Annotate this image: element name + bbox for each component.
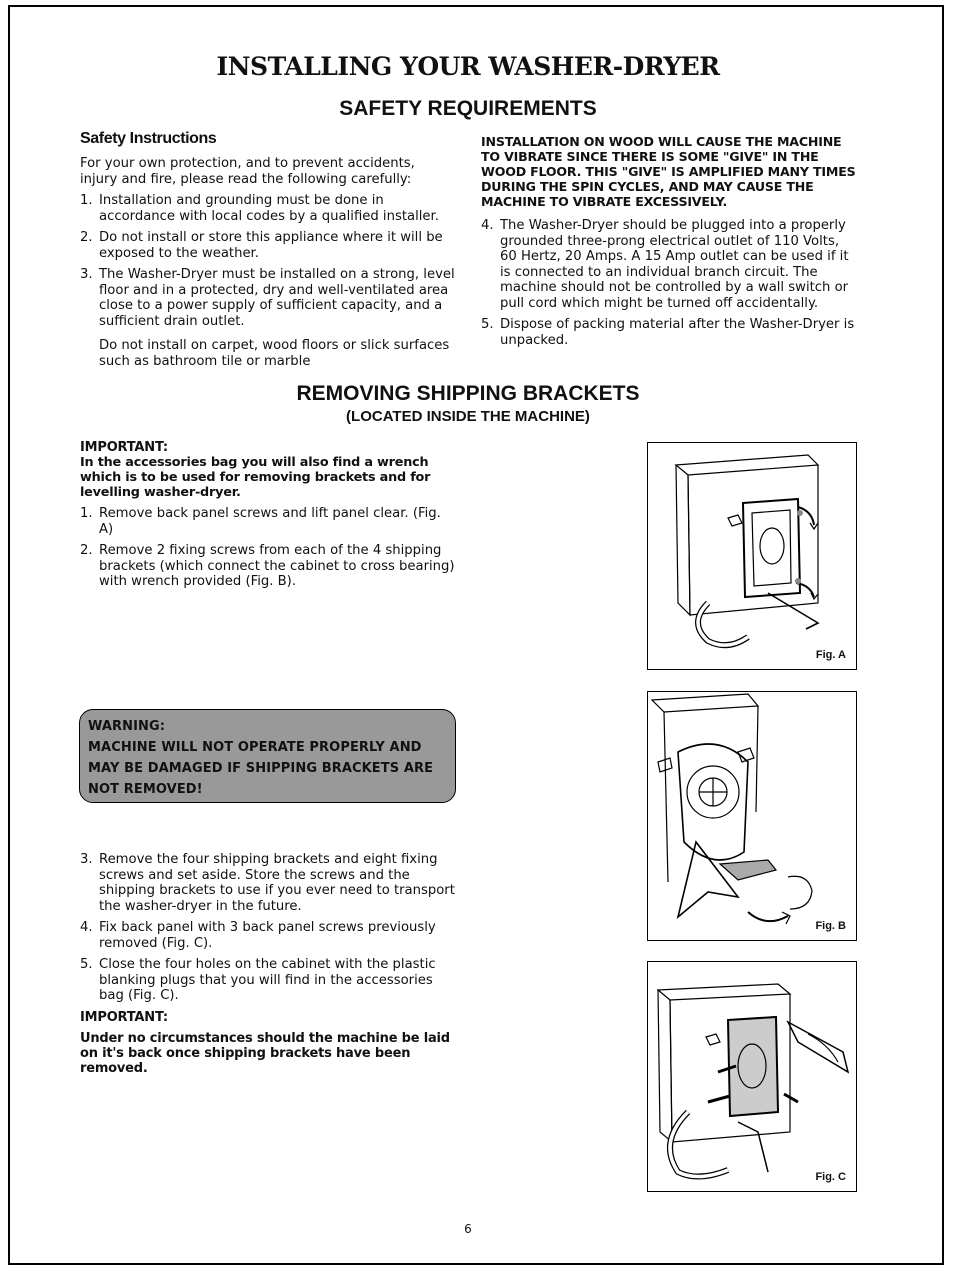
warning-line-3: NOT REMOVED! (88, 782, 203, 797)
figure-b-label: Fig. B (815, 920, 846, 932)
list-item: 4. The Washer-Dryer should be plugged into a properly grounded three-prong electrical outlet of 110 Volts, 60 Hertz, 20 Amps. A 15 Amp outlet can be used if it is connected to an individual branch circuit. The machine should not be controlled by a wall switch or pull cord which might be turned off accidentally. (481, 218, 849, 311)
back-panel-refit-illustration-icon (648, 962, 855, 1190)
page-number: 6 (464, 1222, 472, 1236)
list-item: 3. Remove the four shipping brackets and eight fixing screws and set aside. Store the screws and the shipping brackets to use if you ever need to transport the washer-dryer in the future. (80, 852, 455, 914)
list-item: 3. The Washer-Dryer must be installed on a strong, level floor and in a protected, dry and well-ventilated area close to a power supply of sufficient capacity, and a sufficient drain outlet. Do not install on carpet, wood floors or slick surfaces such as bathroom tile or marble (80, 267, 455, 369)
shipping-bracket-removal-illustration-icon (648, 692, 855, 939)
safety-list (80, 193, 456, 369)
safety-heading: SAFETY REQUIREMENTS (339, 97, 597, 120)
important-text: In the accessories bag you will also find a wrench which is to be used for removing brackets and for levelling washer-dryer. (80, 455, 431, 500)
list-item: 1. Remove back panel screws and lift panel clear. (Fig. A) (80, 506, 441, 537)
important2-text: Under no circumstances should the machine be laid on it's back once shipping brackets have been removed. (80, 1030, 450, 1076)
list-item: 5. Close the four holes on the cabinet with the plastic blanking plugs that you will find in the accessories bag (Fig. C). (80, 957, 436, 1003)
figure-a (647, 442, 857, 670)
list-item: 2. Remove 2 fixing screws from each of the 4 shipping brackets (which connect the cabinet to cross bearing) with wrench provided (Fig. B). (80, 543, 455, 589)
bracket-steps-b (80, 852, 456, 1004)
page-title: INSTALLING YOUR WASHER-DRYER (216, 52, 720, 81)
brackets-top-text (80, 440, 456, 596)
warning-box (79, 709, 456, 803)
safety-right-column (481, 134, 857, 354)
safety-list-right (481, 218, 857, 348)
list-item: 1. Installation and grounding must be done in accordance with local codes by a qualified installer. (80, 193, 439, 224)
list-item: 5. Dispose of packing material after the Washer-Dryer is unpacked. (481, 317, 855, 348)
important-label: IMPORTANT: (80, 440, 168, 455)
bracket-steps-a (80, 506, 456, 590)
safety-subheading: Safety Instructions (80, 130, 217, 147)
figure-a-label: Fig. A (815, 649, 846, 661)
warning-label: WARNING: (88, 719, 166, 734)
warning-line-2: MAY BE DAMAGED IF SHIPPING BRACKETS ARE (88, 761, 434, 776)
safety-intro: For your own protection, and to prevent accidents, injury and fire, please read the following carefully: (80, 156, 415, 187)
brackets-subheading: (LOCATED INSIDE THE MACHINE) (346, 408, 590, 425)
wood-floor-warning: INSTALLATION ON WOOD WILL CAUSE THE MACHINE TO VIBRATE SINCE THERE IS SOME "GIVE" IN THE WOOD FLOOR. THIS "GIVE" IS AMPLIFIED MANY TIMES DURING THE SPIN CYCLES, AND MAY CAUSE THE MACHINE TO VIBRATE EXCESSIVELY. (481, 134, 856, 209)
important2-label: IMPORTANT: (80, 1009, 168, 1025)
figure-b (647, 691, 857, 941)
figure-c (647, 961, 857, 1192)
list-item: 4. Fix back panel with 3 back panel screws previously removed (Fig. C). (80, 920, 436, 951)
list-item: 2. Do not install or store this appliance where it will be exposed to the weather. (80, 230, 443, 261)
brackets-heading: REMOVING SHIPPING BRACKETS (296, 382, 640, 405)
brackets-bottom-text (80, 852, 456, 1076)
washer-back-panel-removal-illustration-icon (648, 443, 855, 668)
safety-item3-extra: Do not install on carpet, wood floors or slick surfaces such as bathroom tile or marble (99, 338, 450, 369)
figure-c-label: Fig. C (815, 1171, 846, 1183)
warning-line-1: MACHINE WILL NOT OPERATE PROPERLY AND (88, 740, 422, 755)
safety-left-column (80, 130, 456, 375)
